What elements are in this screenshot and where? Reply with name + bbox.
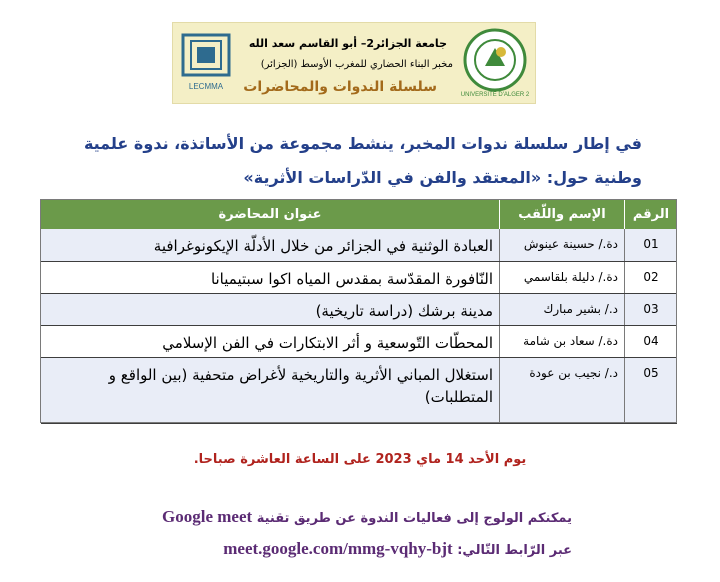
table-row: [41, 229, 678, 261]
table-row: [41, 325, 678, 357]
access-line: [162, 507, 572, 527]
table-header-row: [41, 199, 678, 229]
row-num: 05: [625, 357, 678, 423]
row-title: استغلال المباني الأثرية والتاريخية لأغراض متحفية (بين الواقع و المتطلبات): [41, 357, 500, 423]
link-label: عبر الرّابط التّالي:: [457, 543, 572, 558]
row-num: 02: [625, 261, 678, 293]
table-row: [41, 293, 678, 325]
row-num: 03: [625, 293, 678, 325]
row-name: د./ نجيب بن عودة: [500, 357, 625, 423]
row-num: 01: [625, 229, 678, 261]
access-text: يمكنكم الولوج إلى فعاليات الندوة عن طريق تقنية: [256, 511, 572, 526]
row-title: المحطّات التّوسعية و أثر الابتكارات في الفن الإسلامي: [41, 325, 500, 357]
row-title: مدينة برشك (دراسة تاريخية): [41, 293, 500, 325]
lectures-table: [40, 199, 677, 424]
header-title: عنوان المحاضرة: [41, 199, 500, 229]
series-title: سلسلة الندوات والمحاضرات: [243, 79, 437, 95]
row-name: دة./ سعاد بن شامة: [500, 325, 625, 357]
event-date: يوم الأحد 14 ماي 2023 على الساعة العاشرة صباحا.: [193, 452, 527, 467]
header-banner: [172, 22, 536, 104]
table-row: [41, 357, 678, 423]
link-line: [223, 539, 572, 559]
lab-logo-icon: [179, 27, 233, 95]
row-name: دة./ حسينة عينوش: [500, 229, 625, 261]
lab-logo-text: LECMMA: [188, 82, 224, 91]
lab-name: مخبر البناء الحضاري للمغرب الأوسط (الجزائر): [260, 59, 453, 70]
university-name: جامعة الجزائر2– أبو القاسم سعد الله: [248, 37, 447, 50]
row-title: النّافورة المقدّسة بمقدس المياه اكوا سبتيميانا: [41, 261, 500, 293]
university-logo-icon: [461, 26, 529, 98]
row-title: العبادة الوثنية في الجزائر من خلال الأدلّة الإيكونوغرافية: [41, 229, 500, 261]
row-num: 04: [625, 325, 678, 357]
table-row: [41, 261, 678, 293]
row-name: د./ بشير مبارك: [500, 293, 625, 325]
header-name: الإسم واللّقب: [500, 199, 625, 229]
intro-line-1: في إطار سلسلة ندوات المخبر، ينشط مجموعة من الأساتذة، ندوة علمية: [83, 134, 642, 153]
university-logo-text: UNIVERSITÉ D'ALGER 2: [461, 92, 529, 98]
row-name: دة./ دليلة بلقاسمي: [500, 261, 625, 293]
header-num: الرقم: [625, 199, 678, 229]
intro-line-2: وطنية حول: «المعتقد والفن في الدّراسات الأثرية»: [243, 168, 642, 187]
meeting-link[interactable]: meet.google.com/mmg-vqhy-bjt: [223, 539, 453, 558]
platform-name: Google meet: [162, 507, 253, 526]
